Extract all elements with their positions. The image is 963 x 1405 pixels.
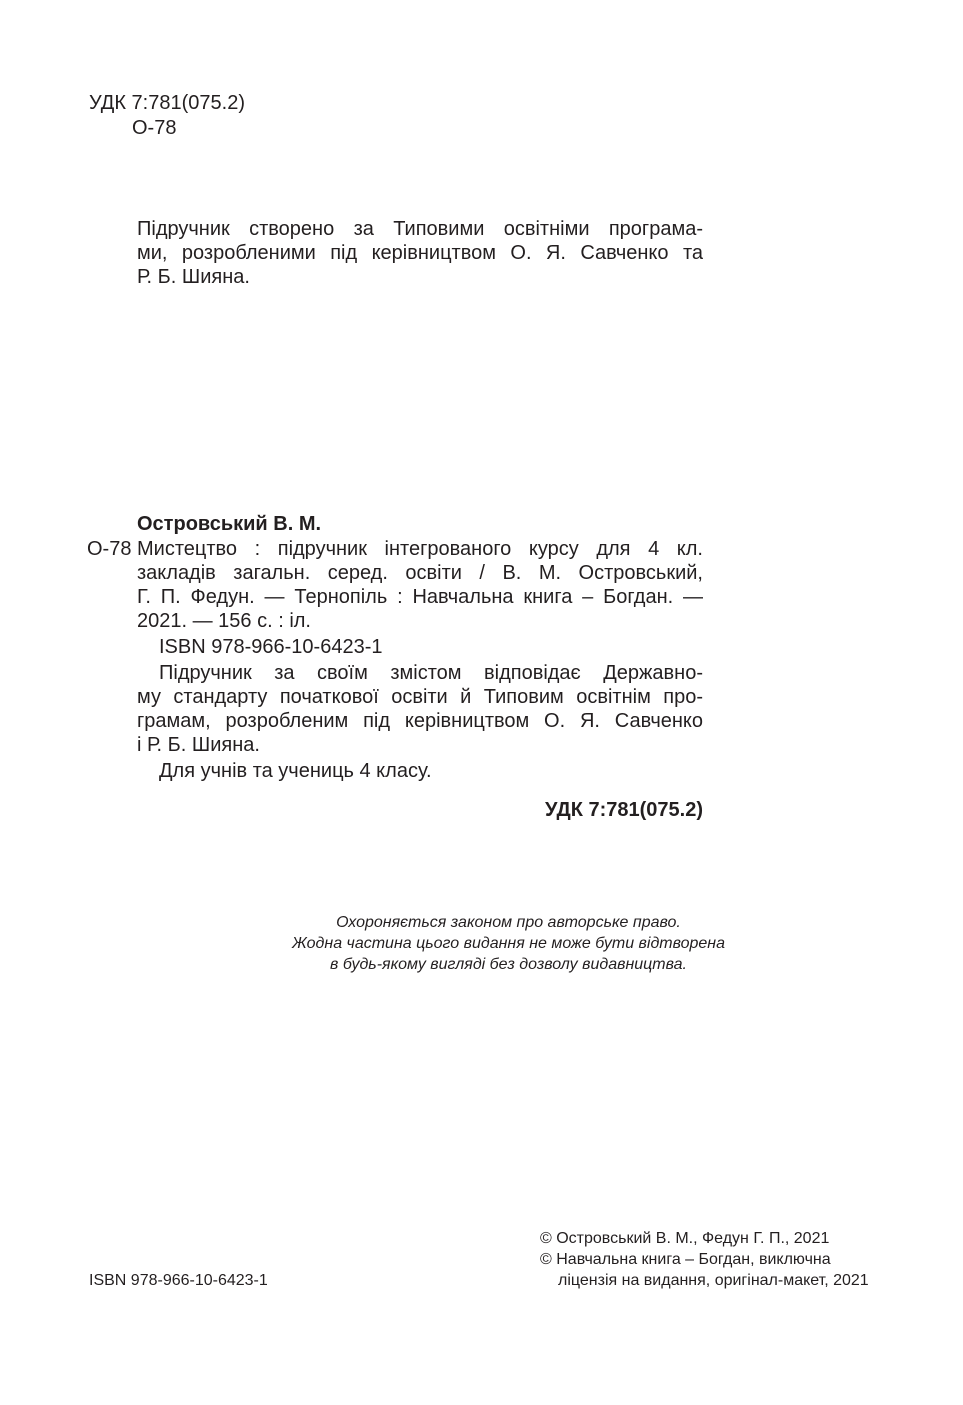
copyright-license: ліцензія на видання, оригінал-макет, 2021 <box>558 1272 869 1289</box>
author-mark: О-78 <box>132 117 177 139</box>
udc-code: УДК 7:781(075.2) <box>89 92 245 114</box>
copyright-notice-line-3: в будь-якому вигляді без дозволу видавництва. <box>330 956 687 973</box>
catalog-code: О-78 <box>87 538 132 560</box>
annotation-line-4: і Р. Б. Шияна. <box>137 734 260 756</box>
copyright-notice-line-1: Охороняється законом про авторське право. <box>336 914 681 931</box>
copyright-notice-line-2: Жодна частина цього видання не може бути відтворена <box>291 935 726 952</box>
annotation-line-2: му стандарту початкової освіти й Типовим освітнім про- <box>137 686 703 708</box>
footer-isbn: ISBN 978-966-10-6423-1 <box>89 1272 268 1289</box>
catalog-description-line-1: Мистецтво : підручник інтегрованого курсу для 4 кл. <box>137 538 703 560</box>
copyright-publisher: © Навчальна книга – Богдан, виключна <box>540 1251 831 1268</box>
annotation-line-1: Підручник за своїм змістом відповідає Державно- <box>159 662 703 684</box>
udc-bold: УДК 7:781(075.2) <box>545 799 703 821</box>
copyright-authors: © Островський В. М., Федун Г. П., 2021 <box>540 1230 830 1247</box>
program-note-line-3: Р. Б. Шияна. <box>137 266 250 288</box>
catalog-description-line-4: 2021. — 156 с. : іл. <box>137 610 311 632</box>
program-note-line-1: Підручник створено за Типовими освітніми програма- <box>137 218 703 240</box>
catalog-description-line-2: закладів загальн. серед. освіти / В. М. Островський, <box>137 562 703 584</box>
audience-note: Для учнів та учениць 4 класу. <box>159 760 432 782</box>
catalog-author: Островський В. М. <box>137 513 322 535</box>
catalog-isbn: ISBN 978-966-10-6423-1 <box>159 636 383 658</box>
annotation-line-3: грамам, розробленим під керівництвом О. Я. Савченко <box>137 710 703 732</box>
program-note-line-2: ми, розробленими під керівництвом О. Я. Савченко та <box>137 242 703 264</box>
catalog-description-line-3: Г. П. Федун. — Тернопіль : Навчальна книга – Богдан. — <box>137 586 703 608</box>
